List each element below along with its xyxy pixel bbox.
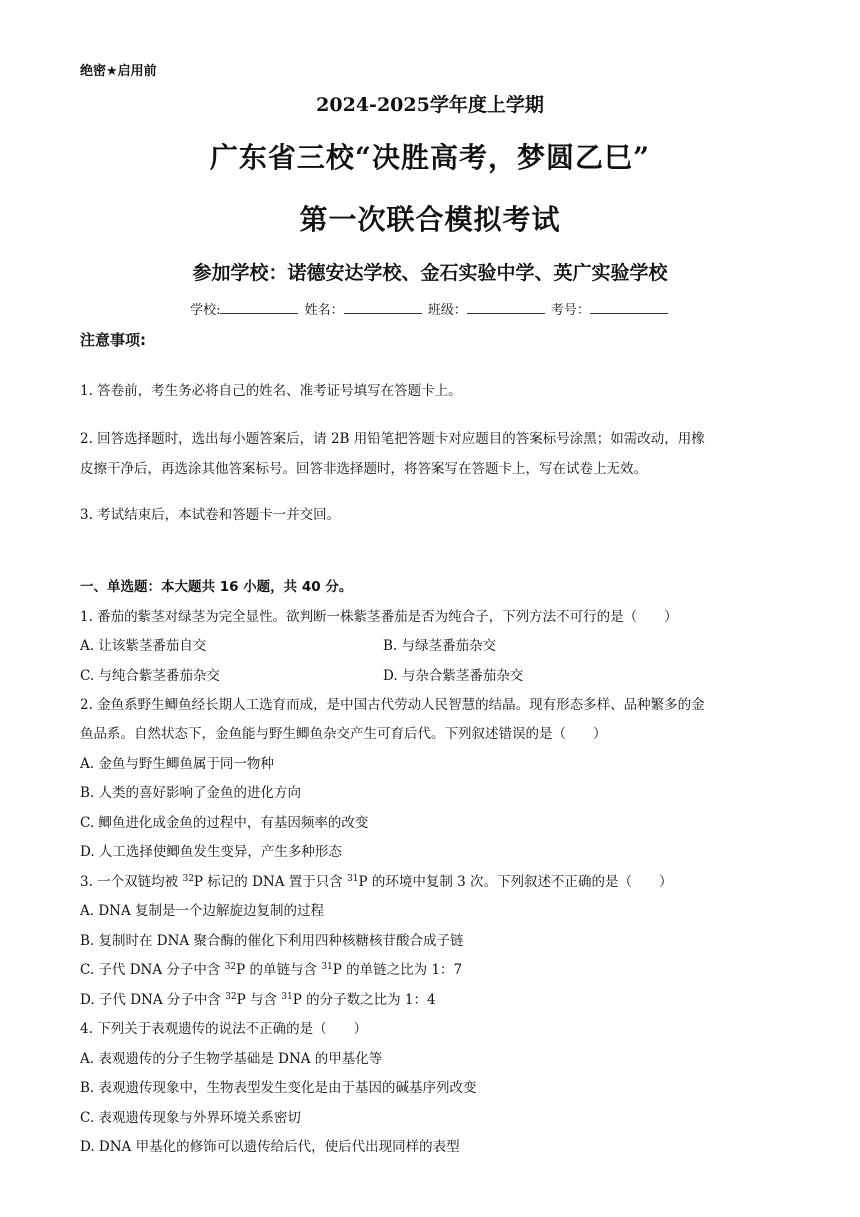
class-label: 班级： <box>427 303 467 318</box>
question-2-option-c: C. 鲫鱼进化成金鱼的过程中，有基因频率的改变 <box>80 815 369 831</box>
exam-title-line2: 第一次联合模拟考试 <box>299 203 561 236</box>
question-3-stem <box>80 870 673 890</box>
notice-item-1: 1. 答卷前，考生务必将自己的姓名、准考证号填写在答题卡上。 <box>80 383 462 399</box>
exam-no-label: 考号： <box>550 303 590 318</box>
student-info-row <box>0 299 860 318</box>
question-1-option-a: A. 让该紫茎番茄自交 <box>80 638 207 654</box>
exam-term: 2024-2025学年度上学期 <box>316 94 544 116</box>
question-3-option-d <box>80 988 436 1008</box>
name-label: 姓名： <box>304 303 344 318</box>
question-1-option-c: C. 与纯合紫茎番茄杂交 <box>80 668 220 684</box>
question-1-option-d: D. 与杂合紫茎番茄杂交 <box>383 668 524 684</box>
question-2-option-b: B. 人类的喜好影响了金鱼的进化方向 <box>80 785 302 801</box>
question-3-option-b: B. 复制时在 DNA 聚合酶的催化下利用四种核糖核苷酸合成子链 <box>80 933 464 949</box>
question-4-stem: 4. 下列关于表观遗传的说法不正确的是（ ） <box>80 1021 368 1037</box>
confidential-mark: 绝密★启用前 <box>80 64 157 79</box>
question-4-option-a: A. 表观遗传的分子生物学基础是 DNA 的甲基化等 <box>80 1051 383 1067</box>
question-2-option-d: D. 人工选择使鲫鱼发生变异，产生多种形态 <box>80 844 342 860</box>
isotope-32-sup: 32 <box>225 992 237 1002</box>
school-label: 学校: <box>190 303 221 318</box>
question-4-option-c: C. 表观遗传现象与外界环境关系密切 <box>80 1110 301 1126</box>
isotope-32-sup: 32 <box>182 874 194 884</box>
question-3-option-a: A. DNA 复制是一个边解旋边复制的过程 <box>80 903 325 919</box>
notice-item-3: 3. 考试结束后，本试卷和答题卡一并交回。 <box>80 507 341 523</box>
isotope-31-sup: 31 <box>347 874 359 884</box>
question-3-stem-pre: 3. 一个双链均被 <box>80 874 183 890</box>
question-4-option-d: D. DNA 甲基化的修饰可以遗传给后代，使后代出现同样的表型 <box>80 1139 460 1155</box>
question-2-option-a: A. 金鱼与野生鲫鱼属于同一物种 <box>80 756 274 772</box>
option-c-pre: C. 子代 DNA 分子中含 <box>80 962 225 978</box>
school-blank <box>220 300 298 314</box>
option-d-mid: P 与含 <box>236 992 282 1008</box>
option-c-mid: P 的单链与含 <box>236 962 322 978</box>
question-2-stem-line1: 2. 金鱼系野生鲫鱼经长期人工选育而成，是中国古代劳动人民智慧的结晶。现有形态多样、品种繁多的金 <box>80 697 705 713</box>
question-3-stem-mid: P 标记的 DNA 置于只含 <box>193 874 348 890</box>
question-3-option-c <box>80 958 462 978</box>
class-blank <box>467 300 545 314</box>
exam-title-line1: 广东省三校“决胜高考，梦圆乙巳” <box>209 141 651 174</box>
notice-heading: 注意事项: <box>80 331 146 349</box>
question-1-stem: 1. 番茄的紫茎对绿茎为完全显性。欲判断一株紫茎番茄是否为纯合子，下列方法不可行的是（ ） <box>80 609 678 625</box>
option-d-post: P 的分子数之比为 1：4 <box>292 992 436 1008</box>
name-blank <box>344 300 422 314</box>
isotope-31-sup: 31 <box>321 962 333 972</box>
exam-no-blank <box>590 300 668 314</box>
question-3-stem-post: P 的环境中复制 3 次。下列叙述不正确的是（ ） <box>358 874 673 890</box>
isotope-31-sup: 31 <box>281 992 293 1002</box>
section-heading: 一、单选题：本大题共 16 小题，共 40 分。 <box>80 579 353 595</box>
participating-schools: 参加学校：诺德安达学校、金石实验中学、英广实验学校 <box>192 262 668 284</box>
question-1-option-b: B. 与绿茎番茄杂交 <box>383 638 497 654</box>
question-4-option-b: B. 表观遗传现象中，生物表型发生变化是由于基因的碱基序列改变 <box>80 1080 477 1096</box>
option-d-pre: D. 子代 DNA 分子中含 <box>80 992 226 1008</box>
notice-item-2-line2: 皮擦干净后，再选涂其他答案标号。回答非选择题时，将答案写在答题卡上，写在试卷上无效。 <box>80 461 647 477</box>
option-c-post: P 的单链之比为 1：7 <box>332 962 463 978</box>
isotope-32-sup: 32 <box>224 962 237 972</box>
notice-item-2-line1: 2. 回答选择题时，选出每小题答案后，请 2B 用铅笔把答题卡对应题目的答案标号涂黑；如需改动，用橡 <box>80 431 705 447</box>
question-2-stem-line2: 鱼品系。自然状态下，金鱼能与野生鲫鱼杂交产生可育后代。下列叙述错误的是（ ） <box>80 726 607 742</box>
